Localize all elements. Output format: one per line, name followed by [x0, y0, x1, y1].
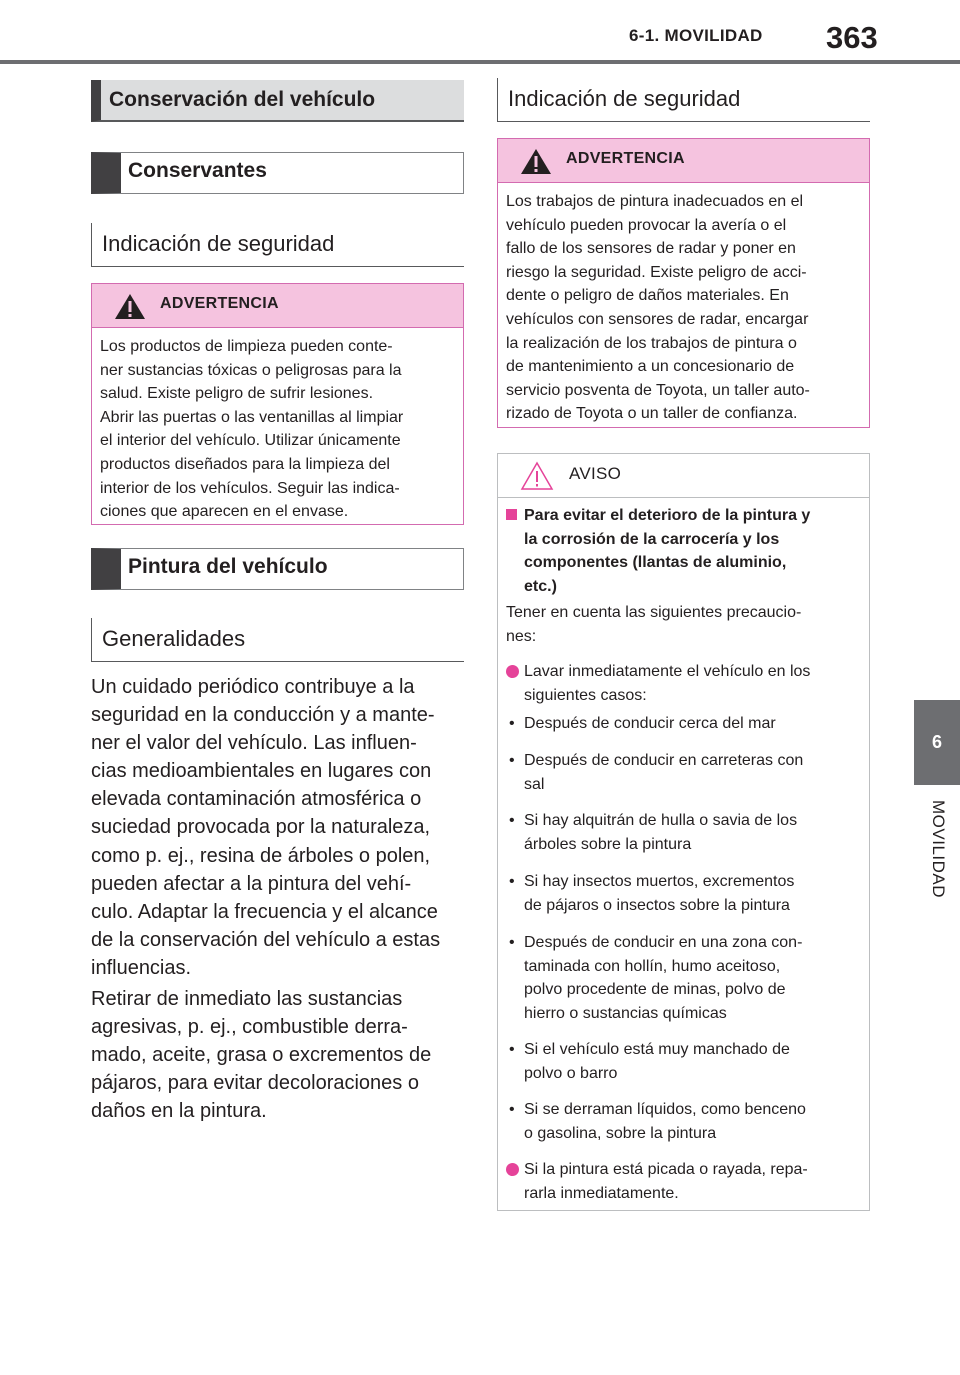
warning-line: rizado de Toyota o un taller de confianza.: [506, 405, 798, 423]
notice-heading-line: la corrosión de la carrocería y los: [524, 530, 780, 548]
subheading-safety: [91, 223, 464, 267]
subheading-general: [91, 618, 464, 662]
notice-item-line: polvo procedente de minas, polvo de: [524, 981, 786, 999]
paragraph-line: de la conservación del vehículo a estas: [91, 928, 441, 951]
subheading-safety-right: [497, 78, 870, 122]
paragraph-line: ner el valor del vehículo. Las influen-: [91, 732, 417, 755]
warning-line: interior de los vehículos. Seguir las indica-: [100, 479, 400, 497]
notice-item-line: Después de conducir cerca del mar: [524, 715, 776, 732]
warning-triangle-icon: [114, 293, 146, 320]
notice-bullet-item: [506, 931, 862, 1025]
warning-line: Los productos de limpieza pueden conte-: [100, 338, 393, 355]
notice-item-line: polvo o barro: [524, 1064, 618, 1082]
dot-bullet: •: [509, 812, 515, 829]
warning-line: servicio posventa de Toyota, un taller auto-: [506, 381, 810, 399]
warning-body: [498, 183, 869, 434]
paragraph-line: elevada contaminación atmosférica o: [91, 788, 422, 811]
chapter-heading-text: Conservación del vehículo: [109, 88, 376, 111]
warning-triangle-icon: [520, 148, 552, 175]
notice-bullet-item: [506, 749, 862, 796]
square-bullet-icon: [506, 509, 517, 520]
warning-line: ner sustancias tóxicas o peligrosas para la: [100, 361, 402, 379]
notice-intro: [506, 601, 862, 648]
header-rule: [0, 60, 960, 64]
warning-line: el interior del vehículo. Utilizar únicamente: [100, 432, 401, 450]
notice-intro-line: Tener en cuenta las siguientes precaucio-: [506, 604, 802, 621]
paragraph-line: como p. ej., resina de árboles o polen,: [91, 844, 431, 867]
warning-header: [92, 284, 463, 328]
warning-line: ciones que aparecen en el envase.: [100, 503, 349, 521]
notice-title: AVISO: [569, 464, 622, 483]
paragraph-line: pueden afectar a la pintura del vehí-: [91, 872, 412, 895]
notice-item-line: o gasolina, sobre la pintura: [524, 1124, 717, 1142]
warning-title: ADVERTENCIA: [160, 295, 279, 312]
notice-item-line: de pájaros o insectos sobre la pintura: [524, 896, 790, 914]
notice-item-line: taminada con hollín, humo aceitoso,: [524, 957, 781, 975]
notice-item-line: Lavar inmediatamente el vehículo en los: [524, 663, 811, 680]
notice-bullet-item: [506, 1098, 862, 1145]
chapter-tab: [914, 700, 960, 785]
running-header-section: 6-1. MOVILIDAD: [629, 26, 763, 45]
notice-item-line: rarla inmediatamente.: [524, 1184, 679, 1202]
warning-title: ADVERTENCIA: [566, 150, 685, 167]
warning-line: salud. Existe peligro de sufrir lesiones.: [100, 385, 374, 403]
notice-item-line: Si el vehículo está muy manchado de: [524, 1041, 790, 1058]
paragraph-line: seguridad en la conducción y a mante-: [91, 704, 435, 727]
notice-heading-line: etc.): [524, 577, 557, 595]
notice-heading: [506, 504, 862, 598]
notice-item-line: Si hay insectos muertos, excrementos: [524, 873, 795, 890]
notice-item-line: árboles sobre la pintura: [524, 835, 692, 853]
circle-bullet-icon: [506, 665, 519, 678]
warning-header: [498, 139, 869, 183]
paragraph-line: culo. Adaptar la frecuencia y el alcance: [91, 900, 438, 923]
paragraph-line: cias medioambientales en lugares con: [91, 760, 432, 783]
dot-bullet: •: [509, 1101, 515, 1118]
chapter-tab-number: 6: [931, 732, 942, 752]
notice-bullet-item: [506, 712, 862, 736]
paragraph-line: daños en la pintura.: [91, 1100, 267, 1123]
paragraph-line: Un cuidado periódico contribuye a la: [91, 676, 415, 698]
notice-item-line: hierro o sustancias químicas: [524, 1004, 727, 1022]
warning-line: vehículos con sensores de radar, encargar: [506, 310, 809, 328]
dot-bullet: •: [509, 873, 515, 890]
paragraph-line: Retirar de inmediato las sustancias: [91, 988, 403, 1010]
dot-bullet: •: [509, 752, 515, 769]
paragraph-line: suciedad provocada por la naturaleza,: [91, 816, 431, 839]
warning-line: Abrir las puertas o las ventanillas al limpiar: [100, 408, 404, 426]
warning-line: fallo de los sensores de radar y poner en: [506, 240, 796, 258]
notice-item-line: Si hay alquitrán de hulla o savia de los: [524, 812, 798, 829]
notice-item-line: siguientes casos:: [524, 686, 647, 704]
caution-outline-triangle-icon: [520, 461, 554, 491]
notice-circle-item: [506, 1158, 862, 1205]
subheading-text: Indicación de seguridad: [102, 231, 335, 256]
dot-bullet: •: [509, 934, 515, 951]
warning-line: de mantenimiento a un concesionario de: [506, 358, 795, 376]
subheading-text: Indicación de seguridad: [508, 86, 741, 111]
paragraph-general: [91, 673, 464, 982]
notice-bullet-item: [506, 809, 862, 856]
notice-bullet-item: [506, 870, 862, 917]
notice-item-line: Si se derraman líquidos, como benceno: [524, 1101, 806, 1118]
notice-header: [498, 454, 869, 498]
dot-bullet: •: [509, 1041, 515, 1058]
section-heading-conservantes: [91, 152, 464, 194]
notice-item-line: Después de conducir en carreteras con: [524, 752, 804, 769]
warning-box-cleaning: [91, 283, 464, 525]
notice-box: [497, 453, 870, 1211]
warning-line: la realización de los trabajos de pintura o: [506, 334, 797, 352]
page-number: 363: [826, 20, 878, 55]
notice-heading-line: Para evitar el deterioro de la pintura y: [524, 507, 811, 524]
chapter-tab-label: MOVILIDAD: [929, 800, 948, 899]
notice-circle-item: [506, 660, 862, 707]
subheading-text: Generalidades: [102, 626, 246, 651]
paragraph-line: mado, aceite, grasa o excrementos de: [91, 1044, 432, 1067]
warning-box-painting: [497, 138, 870, 428]
paragraph-line: pájaros, para evitar decoloraciones o: [91, 1072, 419, 1095]
warning-line: riesgo la seguridad. Existe peligro de acci-: [506, 263, 807, 281]
section-heading-text: Pintura del vehículo: [128, 555, 328, 578]
notice-item-line: sal: [524, 775, 545, 793]
section-heading-pintura: [91, 548, 464, 590]
warning-body: [92, 328, 463, 532]
notice-item-line: Si la pintura está picada o rayada, repa-: [524, 1161, 808, 1178]
notice-item-line: Después de conducir en una zona con-: [524, 934, 803, 951]
notice-heading-line: componentes (llantas de aluminio,: [524, 554, 787, 572]
paragraph-line: agresivas, p. ej., combustible derra-: [91, 1016, 408, 1039]
warning-line: vehículo pueden provocar la avería o el: [506, 216, 787, 234]
notice-bullet-item: [506, 1038, 862, 1085]
warning-line: Los trabajos de pintura inadecuados en el: [506, 193, 804, 210]
paragraph-remove-substances: [91, 985, 464, 1125]
warning-line: productos diseñados para la limpieza del: [100, 455, 390, 473]
paragraph-line: influencias.: [91, 956, 192, 979]
warning-line: dente o peligro de daños materiales. En: [506, 287, 789, 305]
section-heading-text: Conservantes: [128, 159, 267, 182]
circle-bullet-icon: [506, 1163, 519, 1176]
dot-bullet: •: [509, 715, 515, 732]
chapter-heading: [91, 80, 464, 122]
notice-intro-line: nes:: [506, 627, 537, 645]
